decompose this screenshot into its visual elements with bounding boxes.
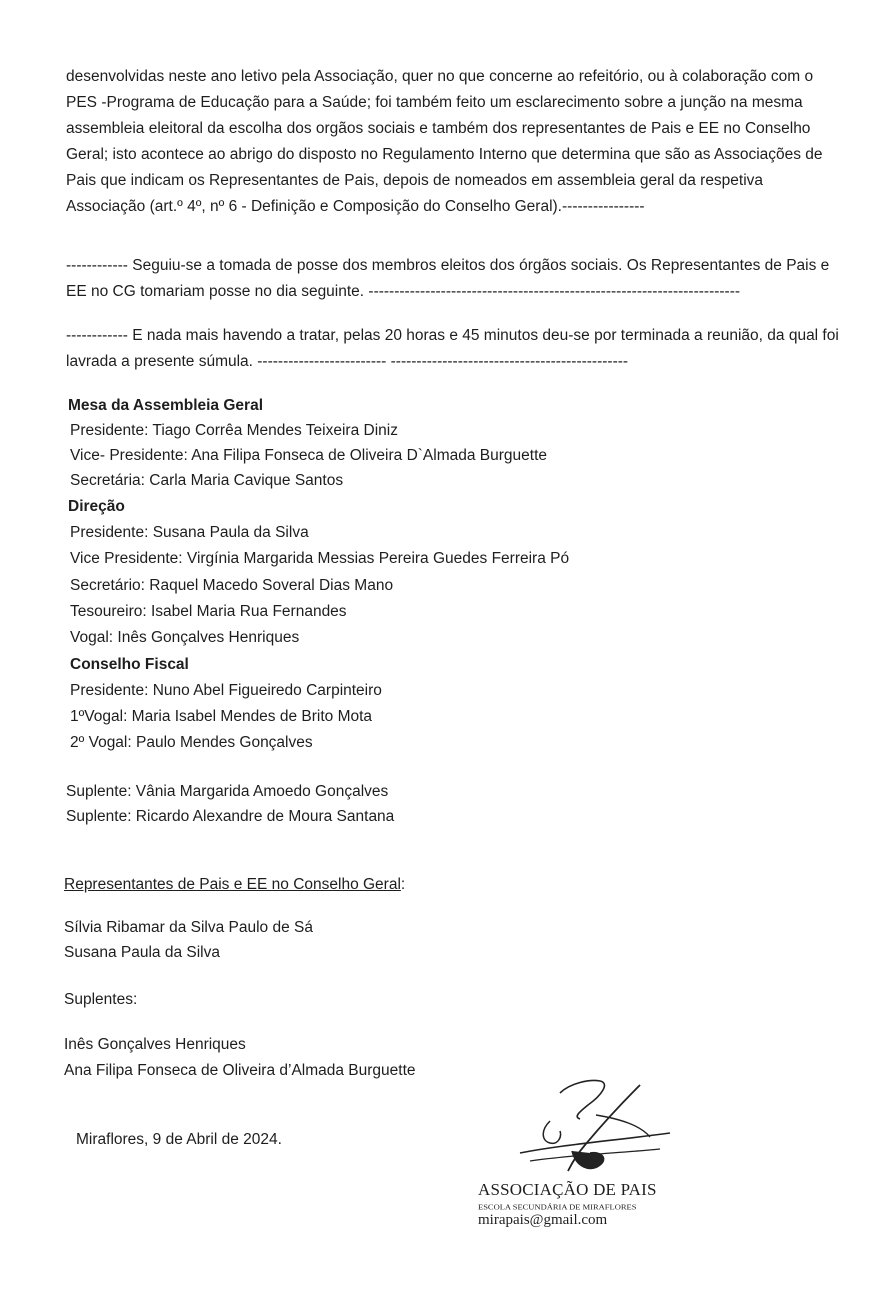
mesa-presidente: Presidente: Tiago Corrêa Mendes Teixeira Diniz	[70, 422, 398, 439]
representante-suplente-1: Inês Gonçalves Henriques	[64, 1036, 246, 1053]
representantes-heading-colon: :	[400, 876, 406, 893]
section-heading-representantes	[64, 875, 405, 895]
direcao-vogal: Vogal: Inês Gonçalves Henriques	[70, 629, 300, 646]
document-date: Miraflores, 9 de Abril de 2024.	[76, 1131, 282, 1148]
representantes-heading-text: Representantes de Pais e EE no Conselho Geral	[64, 876, 401, 893]
suplente-2: Suplente: Ricardo Alexandre de Moura Santana	[66, 808, 395, 825]
direcao-vice-presidente: Vice Presidente: Virgínia Margarida Messias Pereira Guedes Ferreira Pó	[70, 550, 570, 567]
stamp-title: ASSOCIAÇÃO DE PAIS	[478, 1180, 657, 1199]
cf-vogal-2: 2º Vogal: Paulo Mendes Gonçalves	[70, 734, 313, 751]
section-heading-direcao: Direção	[68, 498, 125, 515]
section-heading-conselho-fiscal: Conselho Fiscal	[70, 656, 189, 673]
stamp-email: mirapais@gmail.com	[478, 1212, 608, 1228]
handwritten-signature-icon	[490, 1075, 690, 1185]
representante-1: Sílvia Ribamar da Silva Paulo de Sá	[64, 919, 313, 936]
direcao-tesoureiro: Tesoureiro: Isabel Maria Rua Fernandes	[70, 603, 347, 620]
paragraph-activities: desenvolvidas neste ano letivo pela Associação, quer no que concerne ao refeitório, ou à colaboração com o PES -Programa de Educação para a Saúde; foi também feito um esclarecimento sobre a junção na mesma assembleia eleitoral da escolha dos orgãos sociais e também dos representantes de Pais e EE no Conselho Geral; isto acontece ao abrigo do disposto no Regulamento Interno que determina que são as Associações de Pais que indicam os Representantes de Pais, depois de nomeados em assembleia geral da respetiva Associação (art.º 4º, nº 6 - Definição e Composição do Conselho Geral).----------------	[66, 68, 823, 215]
representante-2: Susana Paula da Silva	[64, 944, 220, 961]
cf-vogal-1: 1ºVogal: Maria Isabel Mendes de Brito Mota	[70, 708, 373, 725]
representante-suplente-2: Ana Filipa Fonseca de Oliveira d’Almada Burguette	[64, 1062, 416, 1079]
suplente-1: Suplente: Vânia Margarida Amoedo Gonçalves	[66, 783, 389, 800]
suplentes-heading: Suplentes:	[64, 991, 138, 1008]
paragraph-encerramento: ------------ E nada mais havendo a tratar, pelas 20 horas e 45 minutos deu-se por terminada a reunião, da qual foi lavrada a presente súmula. ------------------------- ----------------------------------------------	[66, 327, 839, 370]
direcao-presidente: Presidente: Susana Paula da Silva	[70, 524, 309, 541]
paragraph-tomada-posse: ------------ Seguiu-se a tomada de posse dos membros eleitos dos órgãos sociais. Os Representantes de Pais e EE no CG tomariam posse no dia seguinte. ------------------------------------------------------------------------	[66, 257, 830, 300]
mesa-vice-presidente: Vice- Presidente: Ana Filipa Fonseca de Oliveira D`Almada Burguette	[70, 447, 548, 464]
signature-stamp	[470, 1075, 700, 1260]
mesa-secretaria: Secretária: Carla Maria Cavique Santos	[70, 472, 344, 489]
stamp-subtitle: ESCOLA SECUNDÁRIA DE MIRAFLORES	[478, 1202, 637, 1212]
cf-presidente: Presidente: Nuno Abel Figueiredo Carpinteiro	[70, 682, 382, 699]
section-heading-mesa: Mesa da Assembleia Geral	[68, 397, 263, 414]
direcao-secretario: Secretário: Raquel Macedo Soveral Dias Mano	[70, 577, 394, 594]
